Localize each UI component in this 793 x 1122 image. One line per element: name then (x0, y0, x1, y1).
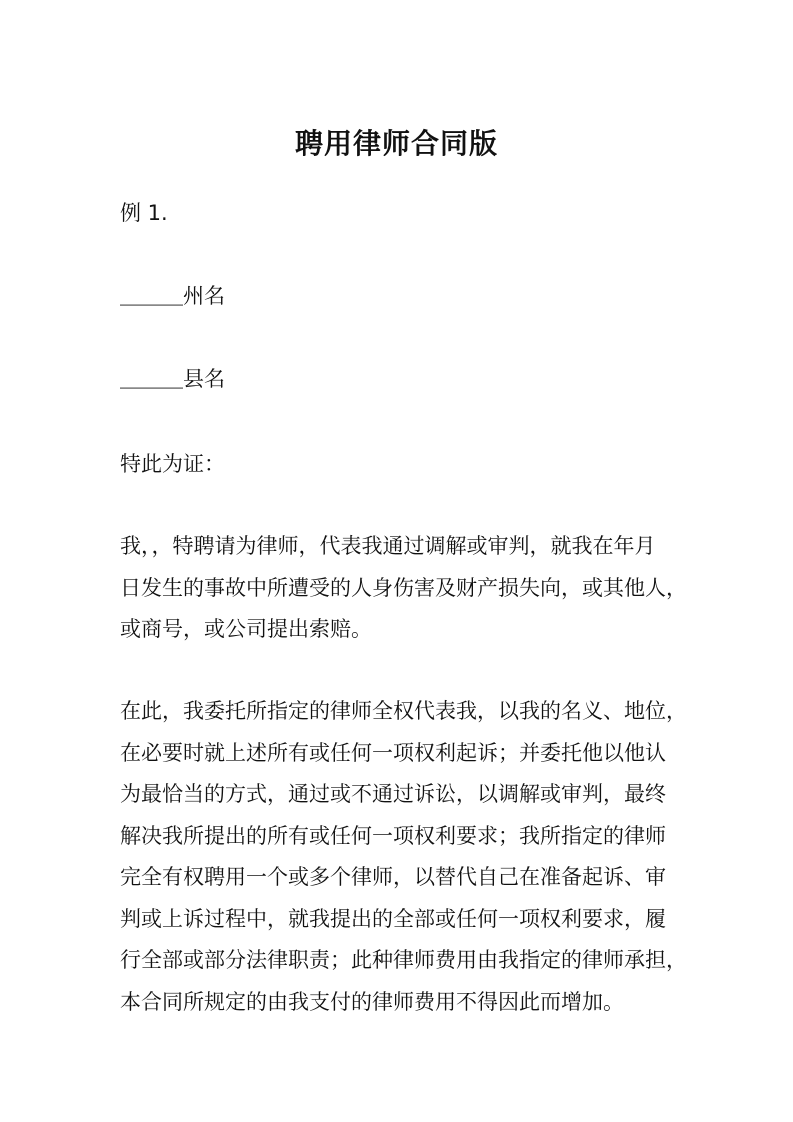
paragraph-line: 本合同所规定的由我支付的律师费用不得因此而增加。 (120, 989, 624, 1014)
paragraph-line: 为最恰当的方式，通过或不通过诉讼，以调解或审判，最终 (120, 782, 666, 806)
paragraph-line: 或商号，或公司提出索赔。 (120, 617, 372, 641)
paragraph-line: 在必要时就上述所有或任何一项权利起诉；并委托他以他认 (120, 740, 666, 765)
paragraph-line: 我，，特聘请为律师，代表我通过调解或审判，就我在年月 (120, 534, 656, 558)
paragraph-line: 解决我所提出的所有或任何一项权利要求；我所指定的律师 (120, 823, 666, 848)
paragraph-line: 行全部或部分法律职责；此种律师费用由我指定的律师承担， (120, 948, 687, 972)
attestation-line: 特此为证： (120, 452, 225, 476)
paragraph-authority (120, 691, 690, 1023)
example-label: 例 1. (120, 201, 168, 225)
paragraph-line: 完全有权聘用一个或多个律师，以替代自己在准备起诉、审 (120, 865, 666, 889)
state-name-line: ＿＿＿州名 (120, 284, 225, 308)
paragraph-line: 在此，我委托所指定的律师全权代表我，以我的名义、地位， (120, 699, 687, 723)
paragraph-line: 判或上诉过程中，就我提出的全部或任何一项权利要求，履 (120, 906, 666, 931)
paragraph-line: 日发生的事故中所遭受的人身伤害及财产损失向，或其他人， (120, 575, 687, 600)
document-title: 聘用律师合同版 (294, 127, 498, 160)
paragraph-retainer (120, 526, 690, 651)
county-name-line: ＿＿＿县名 (120, 367, 225, 391)
